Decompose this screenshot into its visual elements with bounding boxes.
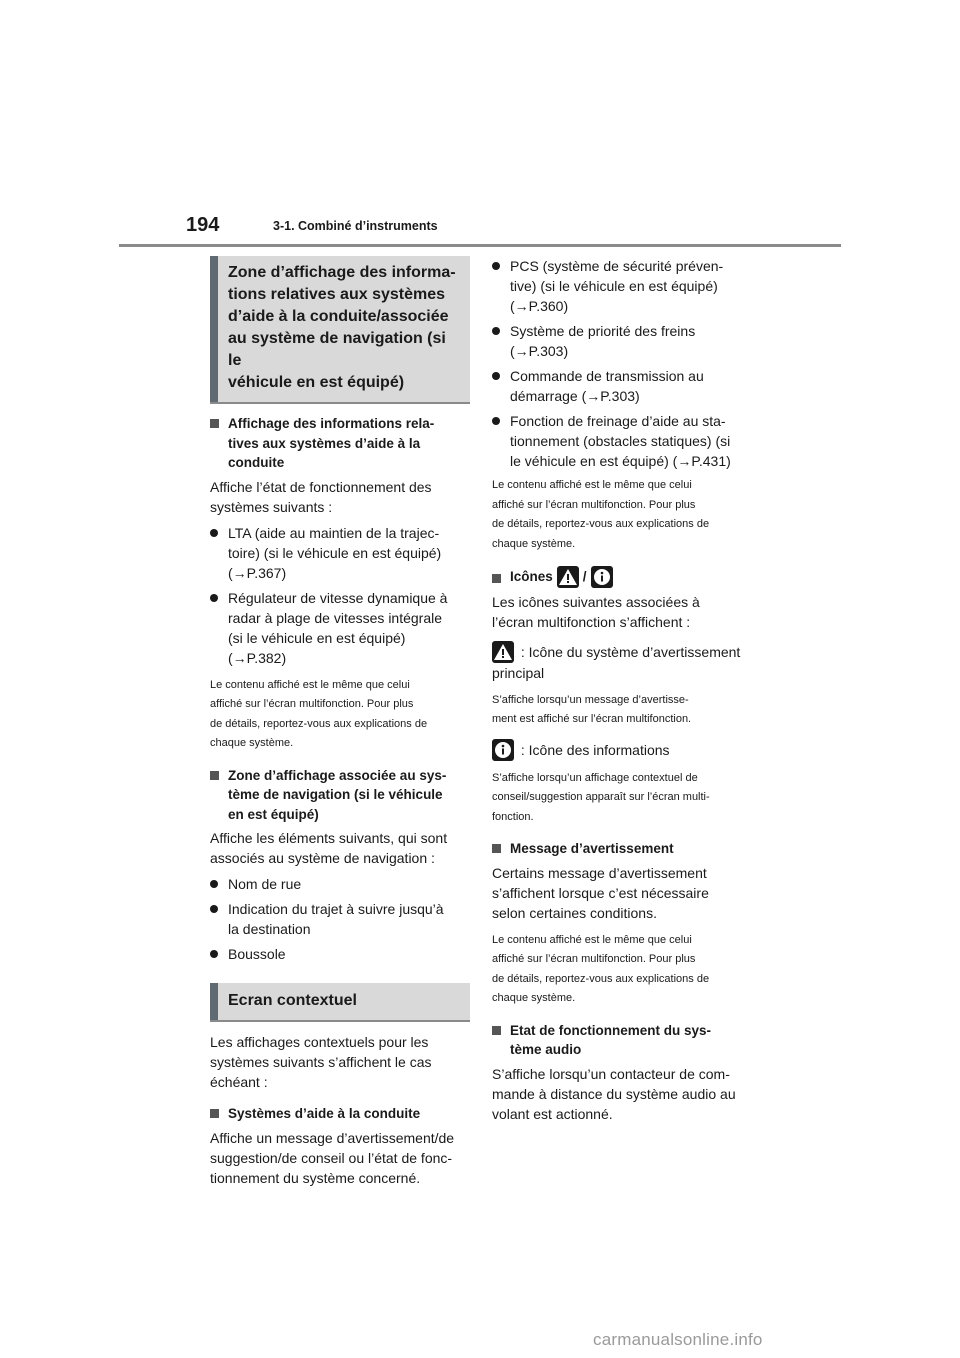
note [492,691,754,730]
text-line: (si le véhicule en est équipé) [228,629,406,646]
text-line: mande à distance du système audio au [492,1085,736,1102]
text-line: l’écran multifonction s’affichent : [492,614,691,630]
box-heading-popup-screen [210,983,470,1020]
text-line: de détails, reportez-vous aux explications de [492,972,710,985]
text-line: Indication du trajet à suivre jusqu’à [228,901,444,917]
text-line: Affiche l’état de fonctionnement des [210,478,432,495]
text-line: affiché sur l’écran multifonction. Pour plus [492,498,696,511]
list-item [210,523,470,583]
heading-line: d’aide à la conduite/associée [228,308,449,325]
watermark: carmanualsonline.info [593,1330,763,1349]
heading-line: Zone d’affichage des informa- [228,264,456,281]
text-line: la destination [228,921,311,937]
heading-underline [210,402,470,404]
subheading-line: Zone d’affichage associée au sys- [228,767,447,783]
text-line: affiché sur l’écran multifonction. Pour plus [210,698,414,710]
text-line: S’affiche lorsqu’un contacteur de com- [492,1065,730,1082]
list-item [492,321,754,361]
text-line: Régulateur de vitesse dynamique à [228,589,448,606]
text-line: selon certaines conditions. [492,904,657,921]
list-item [210,899,470,939]
text-line: de détails, reportez-vous aux explications de [210,717,428,730]
text-line: affiché sur l’écran multifonction. Pour plus [492,953,696,966]
page-reference: (→P.367) [228,564,287,581]
text-line: s’affichent lorsque c’est nécessaire [492,884,709,901]
bullet-dot-icon [492,372,500,380]
text-line: associés au système de navigation : [210,850,435,866]
text-line: chaque système. [492,537,576,550]
text-line: Certains message d’avertissement [492,864,707,881]
square-bullet-icon [492,844,501,853]
text-line: tionnement (obstacles statiques) (si [510,433,731,449]
bullet-dot-icon [210,880,218,888]
bullet-dot-icon [492,417,500,425]
text-line: PCS (système de sécurité préven- [510,258,724,274]
heading-underline [210,1020,470,1022]
text-line: tionnement du système concerné. [210,1169,421,1186]
square-bullet-icon [492,574,501,583]
text-line: Affiche un message d’avertissement/de [210,1129,455,1146]
list-item [492,256,754,316]
list-item [210,944,470,964]
subheading-line: tives aux systèmes d’aide à la [228,435,421,451]
info-icon-description [492,740,754,761]
paragraph [492,1064,754,1124]
text-line: Le contenu affiché est le même que celui [492,479,692,491]
paragraph [492,863,754,923]
subheading-line: Etat de fonctionnement du sys- [510,1022,712,1038]
page-reference: (→P.382) [228,649,287,666]
subheading-audio-status [492,1021,754,1060]
page-number: 194 [186,214,220,236]
note [492,476,754,554]
text-line: LTA (aide au maintien de la trajec- [228,524,440,541]
note [210,676,470,754]
separator-text: / [582,569,587,585]
text-line: systèmes suivants s’affichent le cas [210,1054,432,1070]
text-line: S’affiche lorsqu’un affichage contextuel de [492,771,698,784]
text-line: Les affichages contextuels pour les [210,1034,429,1050]
note [492,931,754,1009]
page-reference: (→P.360) [510,298,569,314]
text-line: Affiche les éléments suivants, qui sont [210,830,448,846]
text-line: Commande de transmission au [510,368,704,384]
text-line: radar à plage de vitesses intégrale [228,609,443,626]
text-line: Nom de rue [228,876,302,892]
text-line: chaque système. [492,992,576,1005]
text-line: Le contenu affiché est le même que celui [210,678,410,691]
paragraph [210,1128,470,1188]
paragraph [492,592,754,632]
text-line: tive) (si le véhicule en est équipé) [510,278,718,294]
text-line: suggestion/de conseil ou l’état de fonc- [210,1149,453,1166]
subheading-line: Message d’avertissement [510,841,674,857]
text-line: fonction. [492,810,534,823]
note [492,769,754,828]
bullet-dot-icon [210,594,218,602]
paragraph [210,477,470,517]
heading-line: au système de navigation (si le [228,330,446,369]
warning-triangle-icon [492,641,514,663]
subheading-line: en est équipé) [228,806,319,822]
text-line: échéant : [210,1074,268,1090]
text-line: toire) (si le véhicule en est équipé) [228,544,442,561]
bullet-dot-icon [210,529,218,537]
text-line: S’affiche lorsqu’un message d’avertisse- [492,693,689,706]
heading-line: Ecran contextuel [228,992,357,1009]
text-line: Les icônes suivantes associées à [492,594,700,610]
subheading-driving-aid-info [210,414,470,473]
square-bullet-icon [210,1109,219,1118]
bullet-dot-icon [492,327,500,335]
bullet-dot-icon [210,950,218,958]
subheading-line: tème audio [510,1042,582,1058]
text-line: principal [492,664,545,681]
section-title: 3-1. Combiné d’instruments [273,219,438,233]
subheading-driving-aid-systems [210,1104,470,1124]
subheading-line: conduite [228,455,285,470]
square-bullet-icon [492,1026,501,1035]
warning-triangle-icon [557,566,579,588]
text-line: Le contenu affiché est le même que celui [492,933,692,946]
bullet-list [492,256,754,471]
paragraph [210,828,470,868]
bullet-list [210,523,470,668]
info-circle-icon [492,739,514,761]
info-circle-icon [591,566,613,588]
box-heading-display-zone [210,256,470,402]
bullet-dot-icon [492,262,500,270]
paragraph [210,1032,470,1092]
square-bullet-icon [210,419,219,428]
bullet-list [210,874,470,964]
text-line: systèmes suivants : [210,498,333,515]
text-line: démarrage (→P.303) [510,388,640,404]
heading-line: véhicule en est équipé) [228,374,405,391]
subheading-icons [492,566,754,588]
text-line: Boussole [228,946,286,962]
heading-line: tions relatives aux systèmes [228,286,446,303]
subheading-warning-message [492,839,754,859]
subheading-navigation-zone [210,766,470,825]
square-bullet-icon [210,771,219,780]
list-item [210,588,470,668]
text-line: conseil/suggestion apparaît sur l’écran multi- [492,791,710,804]
subheading-line: tème de navigation (si le véhicule [228,787,443,802]
subheading-line: Affichage des informations rela- [228,416,435,431]
left-column [210,256,470,1188]
text-line: de détails, reportez-vous aux explications de [492,518,710,530]
text-line: Système de priorité des freins [510,323,696,339]
text-line: ment est affiché sur l’écran multifonction. [492,713,692,726]
bullet-dot-icon [210,905,218,913]
text-line: le véhicule en est équipé) (→P.431) [510,453,731,469]
text-line: volant est actionné. [492,1105,613,1122]
subheading-line: Systèmes d’aide à la conduite [228,1106,421,1121]
subheading-text: Icônes [510,569,553,585]
header-divider [119,244,841,247]
icons-heading-line [510,566,754,588]
text-line: Fonction de freinage d’aide au sta- [510,413,726,429]
page-reference: (→P.303) [510,343,569,359]
warning-icon-description [492,642,754,683]
text-line: : Icône du système d’avertissement [520,644,741,660]
right-column [492,256,754,1124]
list-item [492,366,754,406]
list-item [210,874,470,894]
text-line: : Icône des informations [520,741,670,758]
text-line: chaque système. [210,737,294,749]
list-item [492,411,754,471]
